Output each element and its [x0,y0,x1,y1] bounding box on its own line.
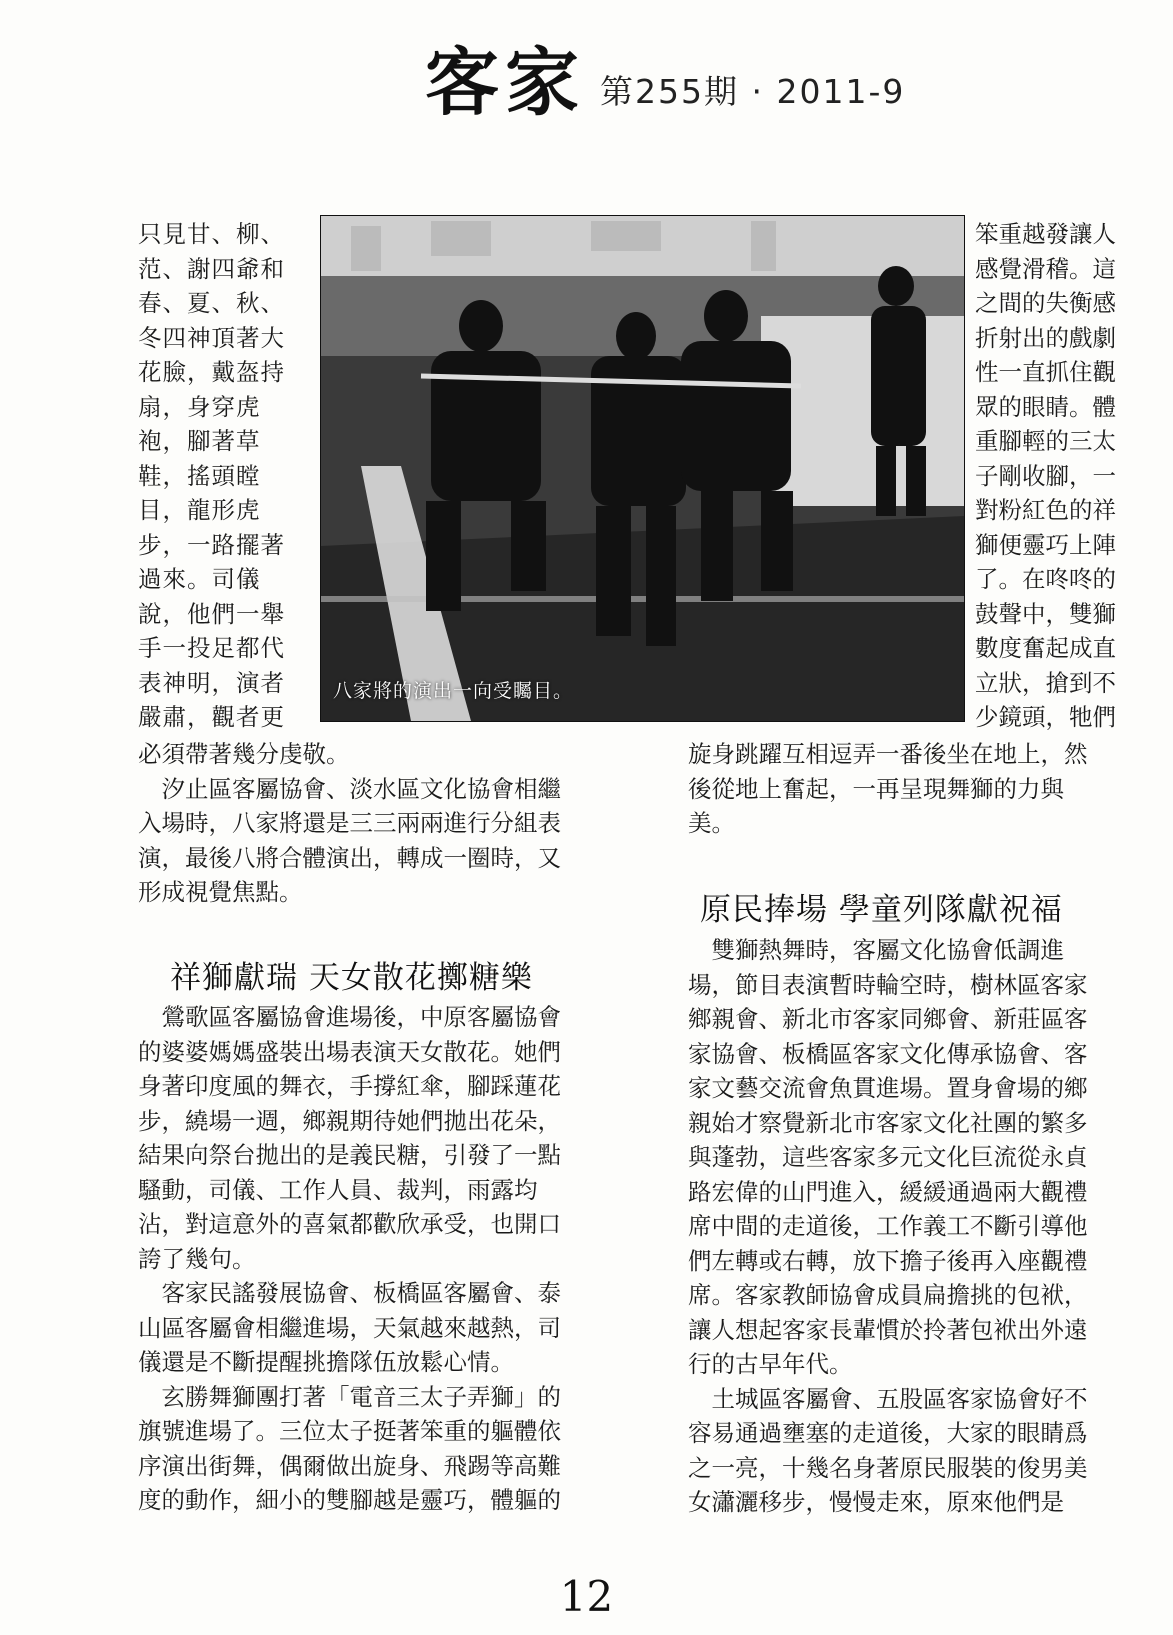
text-line: 袍，腳著草 [138,427,261,455]
section-heading-lion-dance: 祥獅獻瑞 天女散花擲糖樂 [170,960,533,996]
text-line: 過來。司儀 [138,565,261,593]
left-wrap-text [138,217,285,735]
text-line: 度的動作，細小的雙腳越是靈巧，體軀的 [138,1486,561,1514]
text-line: 與蓬勃，這些客家多元文化巨流從永貞 [688,1143,1088,1171]
text-line: 感覺滑稽。這 [975,254,1116,283]
text-line: 入場時，八家將還是三三兩兩進行分組表 [138,809,561,837]
right-wrap-text [975,217,1116,735]
text-line: 嚴肅，觀者更 [138,703,285,731]
text-line: 只見甘、柳、 [138,220,285,248]
text-line: 冬四神頂著大 [138,323,285,352]
text-line: 獅便靈巧上陣 [975,530,1116,559]
text-line: 家文藝交流會魚貫進場。置身會場的鄉 [688,1074,1088,1102]
photo-illustration [321,216,964,721]
text-line: 美。 [688,809,735,837]
text-line: 鄉親會、新北市客家同鄉會、新莊區客 [688,1005,1088,1033]
text-line: 少鏡頭，牠們 [975,703,1116,731]
text-line: 行的古早年代。 [688,1350,853,1378]
text-line: 扇，身穿虎 [138,392,261,421]
text-line: 步，一路擺著 [138,530,285,559]
text-line: 鶯歌區客屬協會進場後，中原客屬協會 [138,1003,561,1031]
text-line: 山區客屬會相繼進場，天氣越來越熱，司 [138,1313,561,1342]
text-line: 家協會、板橋區客家文化傳承協會、客 [688,1039,1088,1068]
text-line: 子剛收腳，一 [975,461,1116,490]
page-number: 12 [559,1572,614,1621]
text-line: 說，他們一舉 [138,599,285,628]
text-line: 誇了幾句。 [138,1244,256,1273]
text-line: 後從地上奮起，一再呈現舞獅的力與 [688,774,1064,803]
text-line: 路宏偉的山門進入，緩緩通過兩大觀禮 [688,1177,1088,1206]
text-line: 形成視覺焦點。 [138,878,303,906]
section-heading-indigenous: 原民捧場 學童列隊獻祝福 [700,892,1063,928]
text-line: 儀還是不斷提醒挑擔隊伍放鬆心情。 [138,1348,514,1376]
text-line: 了。在咚咚的 [975,565,1116,593]
text-line: 花臉，戴盔持 [138,358,285,386]
text-line: 眾的眼睛。體 [975,392,1116,421]
text-line: 席中間的走道後，工作義工不斷引導他 [688,1212,1088,1240]
text-line: 目，龍形虎 [138,496,261,524]
text-line: 玄勝舞獅團打著「電音三太子弄獅」的 [138,1382,561,1411]
text-line: 土城區客屬會、五股區客家協會好不 [688,1384,1088,1413]
photo-caption: 八家將的演出一向受矚目。 [333,680,574,702]
text-line: 旗號進場了。三位太子挺著笨重的軀體依 [138,1417,561,1445]
text-line: 手一投足都代 [138,634,285,662]
issue-number: 第255期 · 2011-9 [600,72,906,111]
text-line: 折射出的戲劇 [975,323,1116,352]
text-line: 們左轉或右轉，放下擔子後再入座觀禮 [688,1246,1088,1275]
text-line: 讓人想起客家長輩慣於拎著包袱出外遠 [688,1315,1088,1344]
text-line: 步，繞場一週，鄉親期待她們拋出花朵， [138,1106,561,1135]
text-line: 演，最後八將合體演出，轉成一圈時，又 [138,843,561,872]
text-line: 序演出街舞，偶爾做出旋身、飛踢等高難 [138,1451,561,1480]
text-line: 重腳輕的三太 [975,427,1116,455]
text-line: 親始才察覺新北市客家文化社團的繁多 [688,1108,1088,1137]
text-line: 結果向祭台拋出的是義民糖，引發了一點 [138,1141,561,1169]
text-line: 容易通過壅塞的走道後，大家的眼睛爲 [688,1419,1088,1447]
text-line: 范、謝四爺和 [138,254,285,283]
page-header [0,30,1173,130]
text-line: 旋身跳躍互相逗弄一番後坐在地上，然 [688,740,1088,768]
text-line: 席。客家教師協會成員扁擔挑的包袱， [688,1281,1088,1309]
text-line: 汐止區客屬協會、淡水區文化協會相繼 [138,774,561,803]
text-line: 沾，對這意外的喜氣都歡欣承受，也開口 [138,1210,561,1238]
left-paragraph-2 [138,1000,561,1518]
text-line: 數度奮起成直 [975,634,1116,662]
text-line: 客家民謠發展協會、板橋區客屬會、泰 [138,1279,561,1307]
text-line: 之一亮，十幾名身著原民服裝的俊男美 [688,1453,1088,1482]
text-line: 立狀，搶到不 [975,668,1116,697]
text-line: 騷動，司儀、工作人員、裁判，雨露均 [138,1175,538,1204]
text-line: 身著印度風的舞衣，手撐紅傘，腳踩蓮花 [138,1072,561,1100]
text-line: 鞋，搖頭瞠 [138,461,261,490]
text-line: 的婆婆媽媽盛裝出場表演天女散花。她們 [138,1037,561,1066]
text-line: 對粉紅色的祥 [975,496,1116,524]
article-photo [320,215,965,722]
text-line: 表神明，演者 [138,668,285,697]
text-line: 女瀟灑移步，慢慢走來，原來他們是 [688,1488,1064,1516]
text-line: 鼓聲中，雙獅 [975,599,1116,628]
left-paragraph-1 [138,737,561,910]
text-line: 春、夏、秋、 [138,289,285,317]
right-paragraph-2 [688,933,1088,1520]
text-line: 場，節目表演暫時輪空時，樹林區客家 [688,970,1088,999]
right-paragraph-1 [688,737,1088,841]
text-line: 之間的失衡感 [975,289,1116,317]
magazine-logo: 客家 [425,40,585,126]
text-line: 笨重越發讓人 [975,220,1116,248]
text-line: 性一直抓住觀 [975,358,1116,386]
text-line: 雙獅熱舞時，客屬文化協會低調進 [688,936,1064,964]
text-line: 必須帶著幾分虔敬。 [138,740,350,768]
